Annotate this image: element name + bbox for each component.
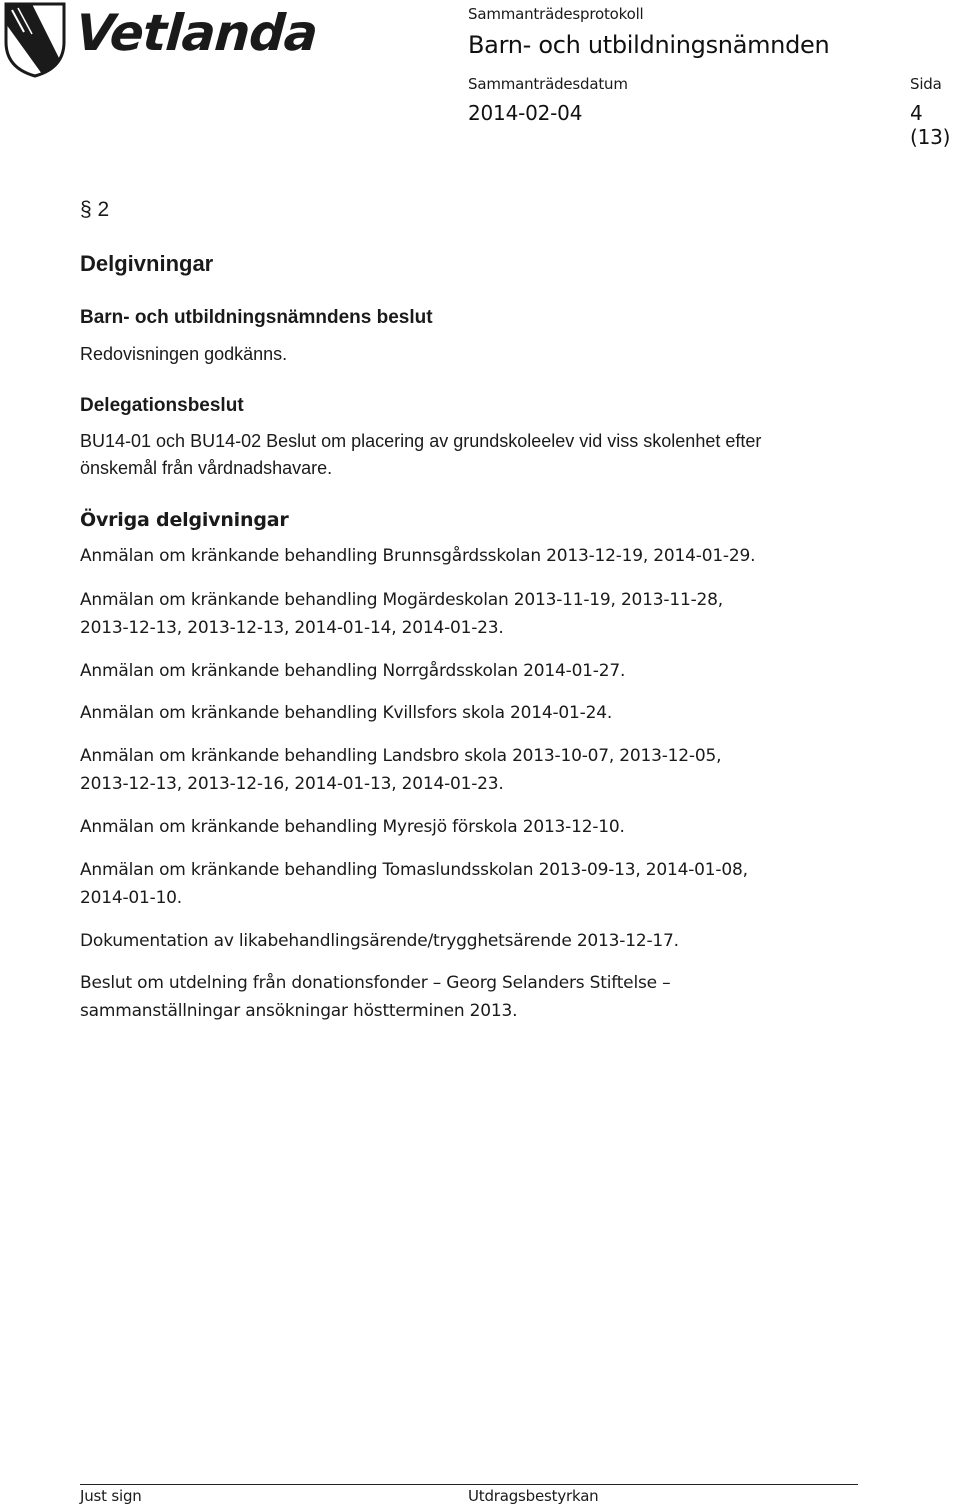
list-item: 2013-12-13, 2013-12-16, 2014-01-13, 2014-01-23. (80, 774, 504, 794)
delegation-text-line1: BU14-01 och BU14-02 Beslut om placering av grundskoleelev vid viss skolenhet efter (80, 431, 762, 451)
list-item: Anmälan om kränkande behandling Landsbro skola 2013-10-07, 2013-12-05, (80, 746, 722, 766)
extract-label: Utdragsbestyrkan (468, 1487, 599, 1505)
list-item: Dokumentation av likabehandlingsärende/trygghetsärende 2013-12-17. (80, 931, 679, 951)
list-item: Anmälan om kränkande behandling Mogärdeskolan 2013-11-19, 2013-11-28, (80, 590, 723, 610)
list-item: Anmälan om kränkande behandling Brunnsgårdsskolan 2013-12-19, 2014-01-29. (80, 546, 756, 566)
list-item: Beslut om utdelning från donationsfonder – Georg Selanders Stiftelse – (80, 973, 671, 993)
section-number: § 2 (80, 198, 110, 221)
sign-label: Just sign (80, 1487, 142, 1505)
doc-type-label: Sammanträdesprotokoll (468, 5, 644, 23)
list-item: Anmälan om kränkande behandling Norrgårdsskolan 2014-01-27. (80, 661, 626, 681)
logo (0, 0, 319, 80)
list-item: sammanställningar ansökningar höstterminen 2013. (80, 1001, 518, 1021)
delegation-text-line2: önskemål från vårdnadshavare. (80, 458, 333, 478)
list-item: Anmälan om kränkande behandling Tomaslundsskolan 2013-09-13, 2014-01-08, (80, 860, 748, 880)
section-title: Delgivningar (80, 251, 214, 276)
decision-heading: Barn- och utbildningsnämndens beslut (80, 307, 433, 328)
decision-text: Redovisningen godkänns. (80, 344, 288, 364)
committee-title: Barn- och utbildningsnämnden (468, 31, 830, 59)
list-item: 2014-01-10. (80, 888, 182, 908)
date-label: Sammanträdesdatum (468, 75, 628, 93)
other-heading: Övriga delgivningar (80, 509, 289, 531)
list-item: 2013-12-13, 2013-12-13, 2014-01-14, 2014-01-23. (80, 618, 504, 638)
list-item: Anmälan om kränkande behandling Kvillsfors skola 2014-01-24. (80, 703, 613, 723)
municipality-crest-icon (2, 2, 68, 78)
delegation-heading: Delegationsbeslut (80, 395, 244, 416)
page-number: 4 (13) (910, 101, 951, 149)
logo-wordmark: Vetlanda (73, 4, 319, 62)
footer-divider (80, 1484, 858, 1485)
meeting-date: 2014-02-04 (468, 101, 583, 125)
page-label: Sida (910, 75, 942, 93)
list-item: Anmälan om kränkande behandling Myresjö förskola 2013-12-10. (80, 817, 625, 837)
